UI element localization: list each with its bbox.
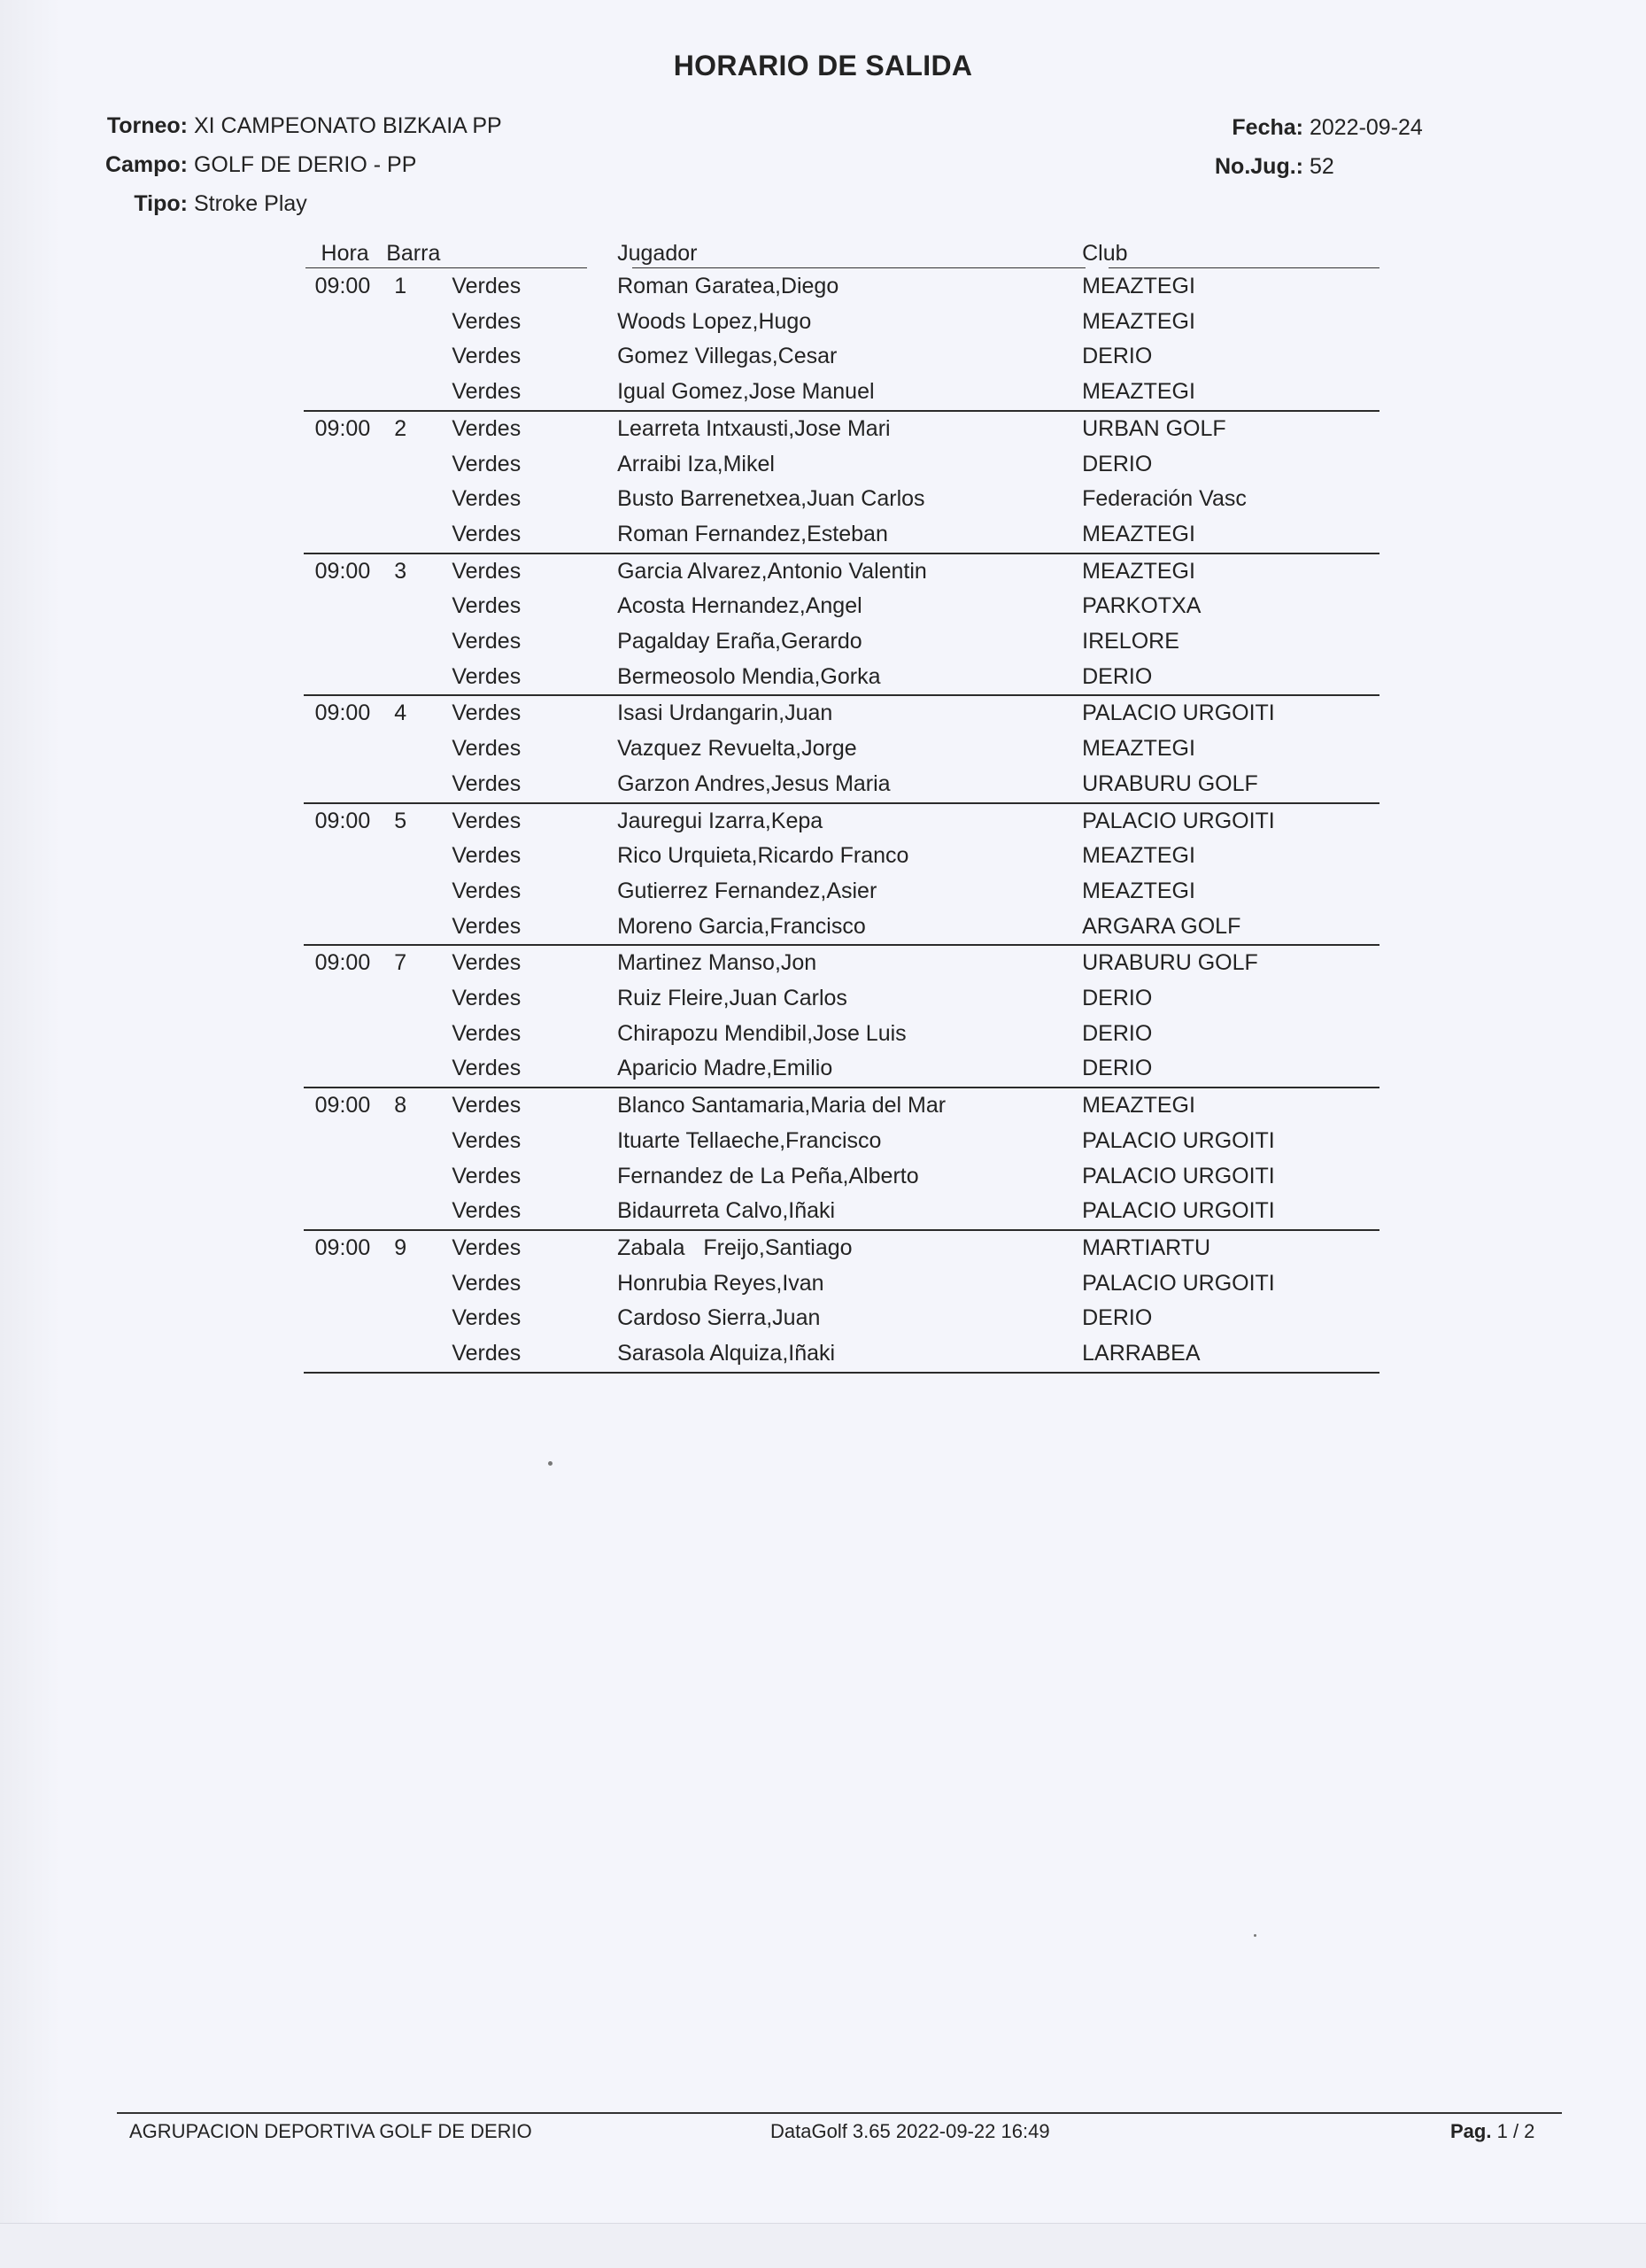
tee-color: Verdes [452,415,522,441]
tee-time [304,1051,386,1088]
header-tee [440,237,612,269]
player-name: Ituarte Tellaeche,Francisco [617,1127,882,1153]
table-row [304,1194,1379,1230]
player-name: Igual Gomez,Jose Manuel [612,375,1077,411]
player-name: Honrubia Reyes,Ivan [617,1270,824,1296]
table-row [304,482,1379,517]
table-row [304,695,1379,731]
player-club: URABURU GOLF [1082,950,1258,976]
table-row [304,1051,1379,1088]
player-club: MEAZTEGI [1082,1093,1195,1119]
player-name: Gutierrez Fernandez,Asier [617,878,877,903]
document-title: HORARIO DE SALIDA [673,50,973,81]
player-club: PALACIO URGOITI [1077,1194,1379,1230]
player-club: DERIO [1082,451,1153,476]
player-club: MEAZTEGI [1082,736,1195,762]
header-underline-left [305,267,587,268]
tee-time: 09:00 [314,274,371,298]
tee-color: Verdes [452,1305,522,1331]
tee-time [304,1124,386,1159]
tee-color: Verdes [440,910,612,946]
tee-time [304,589,386,624]
table-row [304,305,1379,340]
barra-number: 7 [394,950,407,976]
table-row [304,589,1379,624]
table-row [304,339,1379,375]
player-club: MARTIARTU [1082,1235,1211,1260]
tee-time [304,339,386,375]
player-club: DERIO [1077,660,1379,696]
table-row [304,375,1379,411]
tee-color: Verdes [440,767,612,803]
tee-color: Verdes [452,736,522,762]
fecha-row [1171,115,1423,141]
tee-color: Verdes [452,593,522,619]
header-underline-club [1109,267,1379,268]
tee-color: Verdes [452,558,522,584]
torneo-label: Torneo: [106,113,188,138]
tee-color: Verdes [452,629,522,654]
player-name: Aparicio Madre,Emilio [612,1051,1077,1088]
tee-color: Verdes [452,843,522,869]
tee-time [304,624,386,660]
campo-row [4,152,416,178]
tee-color: Verdes [452,1270,522,1296]
tee-color: Verdes [452,986,522,1011]
barra-number [386,482,440,517]
tipo-value: Stroke Play [193,191,307,216]
tee-time [304,1159,386,1195]
player-club: MEAZTEGI [1082,274,1195,298]
player-name: Cardoso Sierra,Juan [617,1305,821,1331]
footer-organization: AGRUPACION DEPORTIVA GOLF DE DERIO [129,2120,532,2142]
tee-time [304,1301,386,1336]
barra-number [386,305,440,340]
table-row [304,910,1379,946]
tipo-label: Tipo: [134,191,188,216]
player-club: PARKOTXA [1082,593,1202,619]
barra-number: 8 [394,1093,407,1119]
scan-bottom-edge [0,2223,1646,2268]
scan-speck [548,1461,553,1466]
tee-color: Verdes [452,308,522,334]
barra-number [386,660,440,696]
tee-color: Verdes [452,950,522,976]
player-name: Bidaurreta Calvo,Iñaki [612,1194,1077,1230]
scan-speck [1254,1934,1256,1937]
barra-number [386,1194,440,1230]
player-club: MEAZTEGI [1077,517,1379,553]
scan-left-shadow [0,0,60,2267]
barra-number [386,1266,440,1302]
barra-number [386,589,440,624]
barra-number [386,517,440,553]
barra-number: 1 [394,274,407,298]
barra-number [386,375,440,411]
barra-number [386,910,440,946]
tee-color: Verdes [452,1235,522,1260]
barra-number: 2 [394,415,407,441]
page-label: Pag. [1450,2120,1492,2142]
player-club: PALACIO URGOITI [1082,1163,1275,1188]
tee-color: Verdes [440,375,612,411]
player-club: MEAZTEGI [1082,308,1195,334]
player-name: Sarasola Alquiza,Iñaki [612,1336,1077,1373]
tee-time [304,731,386,767]
tee-color: Verdes [452,451,522,476]
tee-color: Verdes [452,1093,522,1119]
player-name: Gomez Villegas,Cesar [617,344,838,369]
table-row [304,1301,1379,1336]
player-club: URBAN GOLF [1082,415,1226,441]
player-club: DERIO [1082,1305,1153,1331]
player-name: Zabala Freijo,Santiago [617,1235,853,1260]
tee-times-table [304,237,1379,1374]
tee-color: Verdes [452,701,522,726]
player-club: DERIO [1077,1051,1379,1088]
barra-number [386,1051,440,1088]
player-club: Federación Vasc [1082,486,1247,512]
tee-time: 09:00 [314,558,371,584]
player-name: Rico Urquieta,Ricardo Franco [617,843,909,869]
tee-time: 09:00 [314,701,371,726]
header-jugador: Jugador [617,241,698,266]
table-row [304,803,1379,840]
tee-color: Verdes [452,808,522,833]
player-club: DERIO [1082,344,1153,369]
tee-time: 09:00 [314,950,371,976]
header-hora: Hora [321,241,369,266]
table-row [304,624,1379,660]
player-name: Martinez Manso,Jon [617,950,817,976]
tee-color: Verdes [452,1020,522,1046]
player-name: Woods Lopez,Hugo [617,308,812,334]
table-row [304,1088,1379,1124]
table-row [304,411,1379,447]
table-row [304,447,1379,483]
nojug-label: No.Jug.: [1215,154,1303,179]
table-row [304,1230,1379,1266]
player-club: MEAZTEGI [1082,558,1195,584]
barra-number: 3 [394,558,407,584]
player-name: Blanco Santamaria,Maria del Mar [617,1093,947,1119]
tee-color: Verdes [452,274,522,298]
tee-color: Verdes [440,517,612,553]
table-row [304,767,1379,803]
barra-number [386,731,440,767]
table-body [304,269,1379,1373]
player-club: PALACIO URGOITI [1082,1270,1275,1296]
tee-color: Verdes [452,1127,522,1153]
player-name: Garzon Andres,Jesus Maria [612,767,1077,803]
barra-number [386,874,440,910]
player-name: Busto Barrenetxea,Juan Carlos [617,486,925,512]
campo-label: Campo: [104,152,188,177]
table-row [304,874,1379,910]
tee-color: Verdes [452,344,522,369]
player-club: DERIO [1082,1020,1153,1046]
player-name: Vazquez Revuelta,Jorge [617,736,857,762]
barra-number: 9 [394,1235,407,1260]
player-name: Pagalday Eraña,Gerardo [617,629,862,654]
page-value: 1 / 2 [1496,2120,1535,2142]
player-name: Bermeosolo Mendia,Gorka [612,660,1077,696]
fecha-label: Fecha: [1232,115,1303,140]
torneo-value: XI CAMPEONATO BIZKAIA PP [193,113,502,138]
table-row [304,981,1379,1017]
fecha-value: 2022-09-24 [1309,115,1423,140]
player-name: Moreno Garcia,Francisco [612,910,1077,946]
nojug-value: 52 [1309,154,1334,179]
player-name: Learreta Intxausti,Jose Mari [617,415,891,441]
tee-time [304,1194,386,1230]
header-barra: Barra [386,241,441,266]
table-row [304,1159,1379,1195]
player-name: Fernandez de La Peña,Alberto [617,1163,919,1188]
table-row [304,731,1379,767]
tee-time: 09:00 [314,1093,371,1119]
table-row [304,660,1379,696]
table-row [304,1266,1379,1302]
player-club: URABURU GOLF [1077,767,1379,803]
barra-number [386,624,440,660]
tee-color: Verdes [440,1194,612,1230]
tee-time [304,1017,386,1052]
tee-time [304,447,386,483]
footer-software-stamp: DataGolf 3.65 2022-09-22 16:49 [770,2120,1050,2142]
player-club: PALACIO URGOITI [1082,1127,1275,1153]
tee-time [304,375,386,411]
table-row [304,1336,1379,1373]
tipo-row [4,191,307,217]
barra-number [386,1159,440,1195]
table-row [304,945,1379,981]
barra-number [386,1017,440,1052]
table-row [304,269,1379,305]
player-club: DERIO [1082,986,1153,1011]
player-name: Acosta Hernandez,Angel [617,593,862,619]
player-name: Roman Garatea,Diego [617,274,839,298]
table-row [304,1017,1379,1052]
barra-number: 4 [394,701,407,726]
tee-color: Verdes [440,1051,612,1088]
nojug-row [1171,154,1334,180]
table-row [304,517,1379,553]
header-club: Club [1082,241,1128,266]
tee-color: Verdes [440,1336,612,1373]
player-club: MEAZTEGI [1077,375,1379,411]
footer-page-number [1450,2120,1534,2143]
tee-time [304,305,386,340]
player-club: PALACIO URGOITI [1082,808,1275,833]
player-club: LARRABEA [1077,1336,1379,1373]
player-name: Garcia Alvarez,Antonio Valentin [617,558,927,584]
torneo-row [4,113,502,139]
player-name: Roman Fernandez,Esteban [612,517,1077,553]
tee-time: 09:00 [314,808,371,833]
player-name: Isasi Urdangarin,Juan [617,701,833,726]
barra-number [386,767,440,803]
tee-time [304,1266,386,1302]
table-row [304,839,1379,874]
player-name: Ruiz Fleire,Juan Carlos [617,986,847,1011]
footer-rule [117,2112,1562,2114]
barra-number [386,1124,440,1159]
barra-number [386,1301,440,1336]
tee-time [304,981,386,1017]
barra-number [386,339,440,375]
header-underline-jugador [632,267,1086,268]
player-club: MEAZTEGI [1082,843,1195,869]
barra-number [386,447,440,483]
player-club: ARGARA GOLF [1077,910,1379,946]
player-club: MEAZTEGI [1082,878,1195,903]
player-club: IRELORE [1082,629,1179,654]
campo-value: GOLF DE DERIO - PP [193,152,417,177]
tee-color: Verdes [440,660,612,696]
player-club: PALACIO URGOITI [1082,701,1275,726]
tee-time [304,767,386,803]
tee-time [304,874,386,910]
tee-color: Verdes [452,1163,522,1188]
table-row [304,1124,1379,1159]
player-name: Arraibi Iza,Mikel [617,451,775,476]
tee-time: 09:00 [314,1235,371,1260]
tee-time [304,839,386,874]
tee-time [304,660,386,696]
table-header-row [304,237,1379,269]
tee-color: Verdes [452,486,522,512]
barra-number [386,1336,440,1373]
tee-time [304,910,386,946]
barra-number [386,839,440,874]
player-name: Jauregui Izarra,Kepa [617,808,823,833]
tee-time [304,482,386,517]
tee-time [304,517,386,553]
barra-number: 5 [394,808,407,833]
player-name: Chirapozu Mendibil,Jose Luis [617,1020,907,1046]
tee-time: 09:00 [314,415,371,441]
table-row [304,553,1379,590]
barra-number [386,981,440,1017]
tee-time [304,1336,386,1373]
tee-color: Verdes [452,878,522,903]
